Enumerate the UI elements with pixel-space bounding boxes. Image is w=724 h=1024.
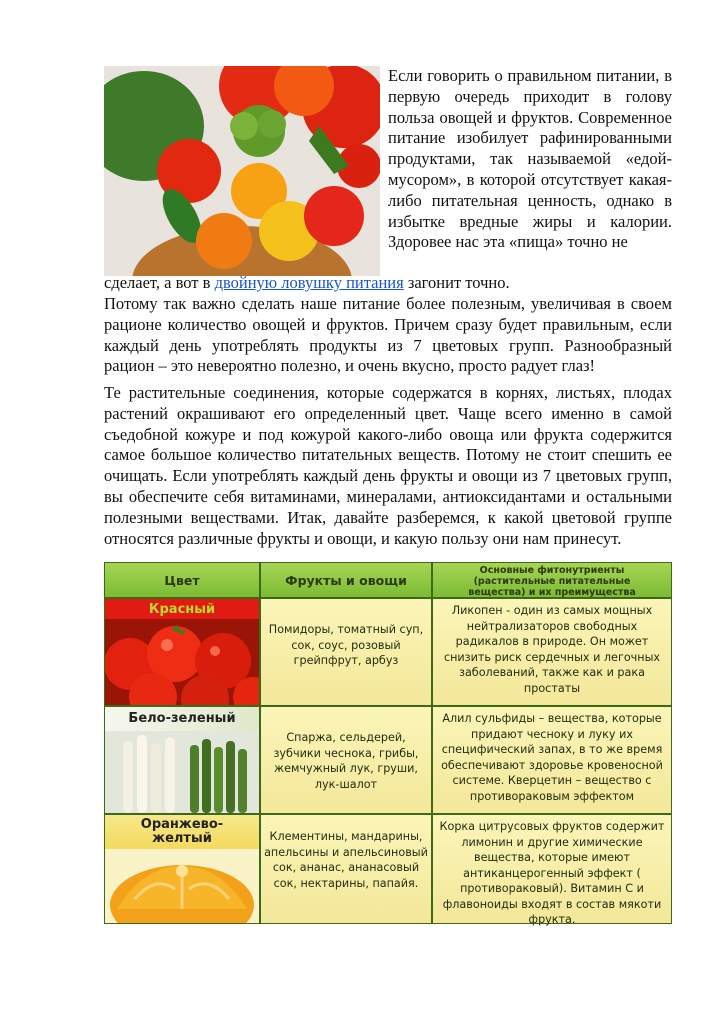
red-color-cell — [104, 598, 260, 706]
red-benefits-text: Ликопен - один из самых мощных нейтрализаторов свободных радикалов в природе. Он может снизить риск сердечных и легочных заболеваний, также как и рака простаты — [443, 604, 661, 695]
asparagus-image — [105, 731, 259, 813]
white-green-foods-cell — [260, 706, 432, 814]
intro-paragraph: Если говорить о правильном питании, в первую очередь приходит в голову польза овощей и фруктов. Современное питание изобилует рафинированными продуктами, так называемой «едой-мусором», в которой отсутствует какая-либо питательная ценность, однако в избытке вредные жиры и калории. Здоровее нас эта «пища» точно не — [388, 66, 672, 252]
white-green-label: Бело-зеленый — [128, 711, 236, 726]
red-foods-text: Помидоры, томатный суп, сок, соус, розовый грейпфрут, арбуз — [268, 623, 424, 667]
header-color-label: Цвет — [164, 573, 200, 588]
intro-continuation-text: сделает, а вот в — [104, 273, 215, 292]
header-foods — [260, 562, 432, 598]
table-row — [104, 598, 672, 706]
orange-yellow-foods-cell — [260, 814, 432, 924]
paragraph-phytonutrients: Те растительные соединения, которые содержатся в корнях, листьях, плодах растений окрашивают его определенный цвет. Чаще всего именно в самой съедобной кожуре и под кожурой какого-либо овоща или фрукта содержится самое большое количество питательных веществ. Потому не стоит спешить ее очищать. Если употреблять каждый день фрукты и овощи из 7 цветовых групп, вы обеспечите себя витаминами, минералами, антиоксидантами и остальными полезными веществами. Итак, давайте разберемся, к какой цветовой группе относятся различные фрукты и овощи, и какую пользу они нам принесут. — [104, 383, 672, 548]
paragraph-daily-colors: Потому так важно сделать наше питание более полезным, увеличивая в своем рационе количество овощей и фруктов. Причем сразу будет правильным, если каждый день употреблять продукты из 7 цветовых групп. Разнообразный рацион – это невероятно полезно, и очень вкусно, просто радует глаз! — [104, 294, 672, 376]
orange-yellow-foods-text: Клементины, мандарины, апельсины и апельсиновый сок, ананас, ананасовый сок, нектарины, папайя. — [264, 830, 428, 890]
orange-yellow-benefits-cell — [432, 814, 672, 924]
table-row — [104, 706, 672, 814]
red-foods-cell — [260, 598, 432, 706]
header-benefits — [432, 562, 672, 598]
header-foods-label: Фрукты и овощи — [285, 573, 407, 588]
intro-continuation — [104, 273, 672, 294]
white-green-benefits-text: Алил сульфиды – вещества, которые придают чесноку и луку их специфический запах, в то же время обеспечивают здоровье кровеносной системе. Кверцетин – вещество с противораковым эффектом — [441, 712, 663, 803]
red-benefits-cell — [432, 598, 672, 706]
orange-yellow-color-cell — [104, 814, 260, 924]
vegetables-photo — [104, 66, 380, 276]
red-label: Красный — [148, 602, 216, 617]
table-row — [104, 814, 672, 924]
double-trap-link[interactable]: двойную ловушку питания — [214, 273, 404, 292]
table-header-row — [104, 562, 672, 598]
header-color — [104, 562, 260, 598]
intro-continuation-end: загонит точно. — [403, 273, 510, 292]
white-green-foods-text: Спаржа, сельдерей, зубчики чеснока, грибы, жемчужный лук, груши, лук-шалот — [273, 731, 419, 791]
header-benefits-label: Основные фитонутриенты (растительные питательные вещества) и их преимущества — [468, 565, 636, 598]
orange-yellow-label: Оранжево-желтый — [140, 817, 224, 846]
tangerine-image — [105, 849, 259, 923]
white-green-color-cell — [104, 706, 260, 814]
color-groups-table — [104, 562, 672, 924]
white-green-benefits-cell — [432, 706, 672, 814]
orange-yellow-benefits-text: Корка цитрусовых фруктов содержит лимонин и другие химические вещества, которые имеют антиканцерогенный эффект ( противораковый). Витамин С и флавоноиды входят в состав мякоти фрукта. — [439, 820, 665, 926]
tomatoes-image — [105, 619, 259, 705]
